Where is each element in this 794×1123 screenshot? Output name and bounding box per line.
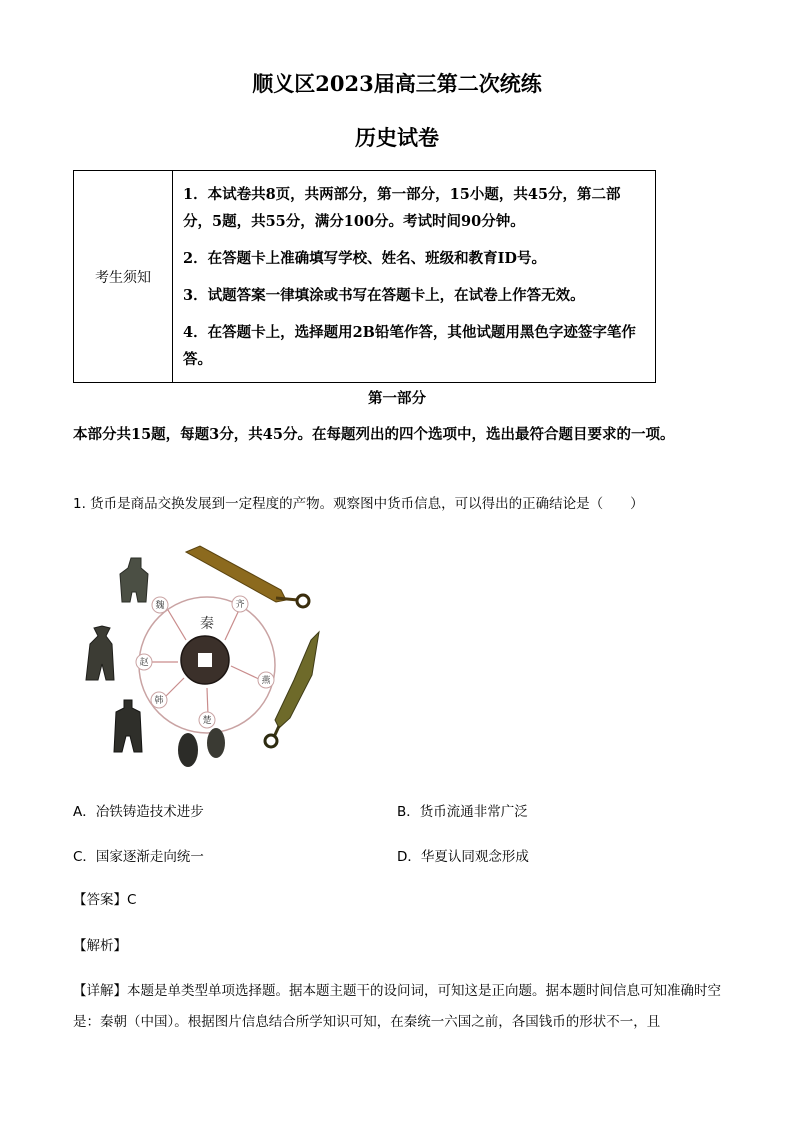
notice-item: 1．本试卷共8页，共两部分，第一部分，15小题，共45分，第二部分，5题，共55分，满分100分。考试时间90分钟。 (183, 185, 621, 230)
state-label: 韩 (154, 696, 164, 706)
analysis-detail: 【详解】本题是单类型单项选择题。据本题主题干的设问词，可知这是正向题。据本题时间信息可知准确时空是：秦朝（中国）。根据图片信息结合所学知识可知，在秦统一六国之前，各国钱币的形状不一，且 (73, 983, 721, 1030)
part-intro: 本部分共15题，每题3分，共45分。在每题列出的四个选项中，选出最符合题目要求的一项。 (73, 426, 675, 443)
state-label: 楚 (202, 716, 212, 726)
option-d: D．华夏认同观念形成 (397, 849, 529, 865)
exam-title: 顺义区2023届高三第二次统练 (252, 71, 542, 96)
state-label: 魏 (155, 601, 165, 611)
part-heading: 第一部分 (368, 390, 426, 407)
spade-coin-icon (114, 700, 142, 752)
exam-notice-table (73, 170, 656, 383)
ban-liang-coin-icon (181, 636, 229, 684)
center-label: 秦 (200, 616, 214, 632)
ant-nose-coin-icon (178, 733, 198, 767)
knife-coin-icon (186, 546, 309, 607)
question-stem: 1. 货币是商品交换发展到一定程度的产物。观察图中货币信息，可以得出的正确结论是（ ） (73, 496, 644, 512)
ant-nose-coin-icon (207, 728, 225, 758)
state-label: 赵 (139, 658, 149, 668)
option-c: C．国家逐渐走向统一 (73, 849, 204, 865)
option-b: B．货币流通非常广泛 (397, 804, 528, 820)
state-label: 燕 (261, 676, 271, 686)
exam-subtitle: 历史试卷 (355, 125, 439, 150)
notice-item: 4．在答题卡上，选择题用2B铅笔作答，其他试题用黑色字迹签字笔作答。 (183, 323, 636, 368)
notice-item: 2．在答题卡上准确填写学校、姓名、班级和教育ID号。 (183, 249, 546, 267)
notice-rules (173, 171, 656, 383)
notice-label: 考生须知 (74, 171, 173, 383)
ancient-coins-diagram (76, 540, 326, 775)
spade-coin-icon (120, 558, 148, 602)
option-a: A．冶铁铸造技术进步 (73, 804, 204, 820)
spade-coin-icon (86, 626, 114, 680)
answer: 【答案】C (73, 892, 137, 908)
notice-item: 3．试题答案一律填涂或书写在答题卡上，在试卷上作答无效。 (183, 286, 585, 304)
analysis-label: 【解析】 (73, 938, 127, 954)
state-label: 齐 (235, 600, 245, 610)
